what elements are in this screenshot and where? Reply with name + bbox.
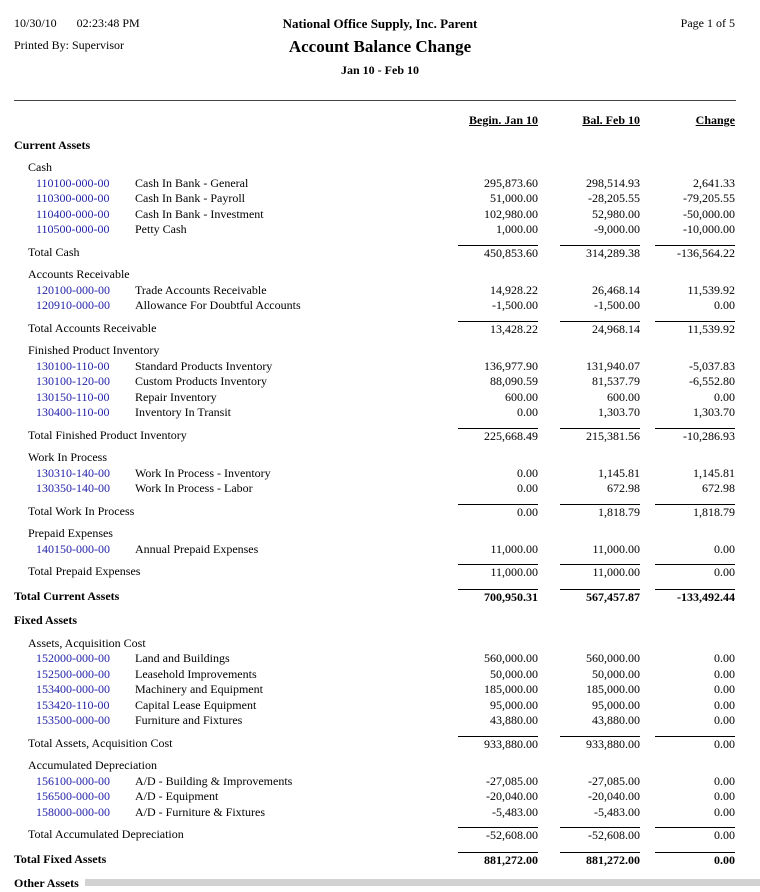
group-total-label: Total Prepaid Expenses	[28, 564, 141, 578]
account-description: Custom Products Inventory	[135, 374, 267, 388]
description-column-spacer	[14, 113, 438, 129]
amount-c1: 11,000.00	[458, 564, 538, 580]
group-header	[14, 343, 735, 359]
account-row	[14, 176, 735, 192]
account-number-link[interactable]: 153400-000-00	[36, 682, 110, 696]
amount-c2: 215,381.56	[560, 428, 640, 444]
account-description: A/D - Furniture & Fixtures	[135, 804, 265, 819]
group-title: Prepaid Expenses	[28, 526, 113, 540]
amount-c1: -27,085.00	[486, 773, 538, 788]
account-number-link[interactable]: 130100-110-00	[36, 358, 110, 373]
account-number-link[interactable]: 156500-000-00	[36, 789, 110, 803]
section-title: Other Assets	[14, 876, 79, 890]
group-total-label: Total Work In Process	[28, 503, 135, 518]
amount-c2: -5,483.00	[594, 804, 640, 819]
account-row	[14, 651, 735, 667]
amount-c1: -20,040.00	[486, 789, 538, 803]
amount-c1: 11,000.00	[490, 541, 538, 556]
group-header	[14, 758, 735, 774]
report-table	[14, 113, 735, 892]
account-number-link[interactable]: 120100-000-00	[36, 282, 110, 297]
group-header	[14, 160, 735, 176]
account-description: Leasehold Improvements	[135, 666, 257, 681]
amount-c2: 1,303.70	[598, 405, 640, 419]
account-desc-cell	[14, 283, 438, 299]
section-header	[14, 613, 735, 629]
amount-c1: 1,000.00	[496, 222, 538, 236]
account-row	[14, 405, 735, 421]
account-desc-cell	[14, 359, 438, 375]
amount-c3: -79,205.55	[683, 191, 735, 205]
amount-c1: 700,950.31	[458, 589, 538, 605]
account-description: Petty Cash	[135, 222, 187, 236]
account-number-link[interactable]: 130350-140-00	[36, 481, 110, 495]
account-number-link[interactable]: 130310-140-00	[36, 465, 110, 480]
amount-c2: 81,537.79	[592, 374, 640, 388]
group-title: Cash	[28, 160, 52, 174]
amount-c1: 225,668.49	[458, 428, 538, 444]
account-number-link[interactable]: 152500-000-00	[36, 666, 110, 681]
account-row	[14, 682, 735, 698]
amount-c3: 0.00	[714, 682, 735, 696]
amount-c1: 43,880.00	[490, 713, 538, 727]
amount-c2: 11,000.00	[560, 564, 640, 580]
amount-c2: 185,000.00	[586, 682, 640, 696]
account-number-link[interactable]: 130100-120-00	[36, 374, 110, 388]
account-number-link[interactable]: 152000-000-00	[36, 651, 110, 665]
amount-c3: 11,539.92	[687, 282, 735, 297]
amount-c1: -5,483.00	[492, 804, 538, 819]
column-header-row	[14, 113, 735, 129]
amount-c3: -133,492.44	[655, 589, 735, 605]
account-number-link[interactable]: 110500-000-00	[36, 222, 110, 236]
account-row	[14, 466, 735, 482]
amount-c3: 0.00	[714, 697, 735, 712]
account-number-link[interactable]: 110300-000-00	[36, 191, 110, 205]
amount-c1: 50,000.00	[490, 666, 538, 681]
group-title: Assets, Acquisition Cost	[28, 635, 146, 650]
group-header	[14, 636, 735, 652]
amount-c2: 1,145.81	[598, 465, 640, 480]
amount-c1: 95,000.00	[490, 697, 538, 712]
column-header-change: Change	[695, 113, 735, 127]
amount-c1: 295,873.60	[484, 175, 538, 190]
account-description: Land and Buildings	[135, 651, 230, 665]
group-total-row	[14, 736, 735, 752]
amount-c3: 0.00	[655, 827, 735, 843]
account-row	[14, 374, 735, 390]
account-number-link[interactable]: 110400-000-00	[36, 206, 110, 221]
account-desc-cell	[14, 222, 438, 238]
account-description: Cash In Bank - Payroll	[135, 191, 245, 205]
amount-c1: 0.00	[517, 481, 538, 495]
printed-by: Printed By: Supervisor	[14, 38, 124, 52]
page-number: Page 1 of 5	[680, 16, 735, 30]
account-row	[14, 713, 735, 729]
amount-c3: -6,552.80	[689, 374, 735, 388]
amount-c2: 11,000.00	[592, 541, 640, 556]
amount-c3: 0.00	[714, 651, 735, 665]
account-desc-cell	[14, 298, 438, 314]
account-desc-cell	[14, 191, 438, 207]
report-body	[14, 138, 735, 892]
column-header-bal: Bal. Feb 10	[582, 113, 640, 127]
amount-c1: 13,428.22	[458, 321, 538, 337]
print-info	[14, 16, 140, 53]
account-desc-cell	[14, 682, 438, 698]
amount-c3: -10,286.93	[655, 428, 735, 444]
account-desc-cell	[14, 542, 438, 558]
account-number-link[interactable]: 130150-110-00	[36, 389, 110, 404]
account-number-link[interactable]: 110100-000-00	[36, 175, 110, 190]
account-desc-cell	[14, 805, 438, 821]
report-period: Jan 10 - Feb 10	[341, 63, 419, 77]
group-total-label: Total Finished Product Inventory	[28, 427, 187, 442]
amount-c2: 672.98	[607, 481, 640, 495]
amount-c3: 1,303.70	[693, 405, 735, 419]
amount-c2: -9,000.00	[594, 222, 640, 236]
amount-c2: 50,000.00	[592, 666, 640, 681]
amount-c1: 881,272.00	[458, 852, 538, 868]
account-description: Work In Process - Inventory	[135, 465, 271, 480]
amount-c3: 0.00	[714, 298, 735, 312]
amount-c1: 136,977.90	[484, 358, 538, 373]
account-number-link[interactable]: 140150-000-00	[36, 541, 110, 556]
account-row	[14, 805, 735, 821]
amount-c2: 52,980.00	[592, 206, 640, 221]
account-row	[14, 359, 735, 375]
print-date: 10/30/10	[14, 16, 57, 30]
section-title: Current Assets	[14, 137, 91, 152]
amount-c3: 2,641.33	[693, 175, 735, 190]
account-description: Repair Inventory	[135, 389, 217, 404]
account-number-link[interactable]: 153500-000-00	[36, 713, 110, 727]
account-desc-cell	[14, 651, 438, 667]
account-desc-cell	[14, 466, 438, 482]
account-desc-cell	[14, 774, 438, 790]
account-row	[14, 698, 735, 714]
account-description: Standard Products Inventory	[135, 358, 273, 373]
account-number-link[interactable]: 130400-110-00	[36, 405, 110, 419]
amount-c2: 131,940.07	[586, 358, 640, 373]
amount-c2: 26,468.14	[592, 282, 640, 297]
section-header	[14, 138, 735, 154]
section-total-row	[14, 589, 735, 605]
group-total-row	[14, 504, 735, 520]
group-total-row	[14, 245, 735, 261]
account-row	[14, 774, 735, 790]
account-description: A/D - Equipment	[135, 789, 219, 803]
amount-c2: 298,514.93	[586, 175, 640, 190]
account-number-link[interactable]: 120910-000-00	[36, 298, 110, 312]
group-total-label: Total Accumulated Depreciation	[28, 827, 184, 841]
amount-c1: 560,000.00	[484, 651, 538, 665]
amount-c2: -20,040.00	[588, 789, 640, 803]
account-description: Cash In Bank - General	[135, 175, 249, 190]
amount-c2: 567,457.87	[560, 589, 640, 605]
amount-c3: -5,037.83	[689, 358, 735, 373]
account-description: Cash In Bank - Investment	[135, 206, 264, 221]
amount-c1: 88,090.59	[490, 374, 538, 388]
amount-c3: 0.00	[714, 804, 735, 819]
account-row	[14, 298, 735, 314]
amount-c3: 1,818.79	[655, 504, 735, 520]
report-header	[0, 0, 760, 96]
amount-c2: 600.00	[607, 389, 640, 404]
account-row	[14, 390, 735, 406]
amount-c2: 933,880.00	[560, 736, 640, 752]
amount-c2: 1,818.79	[560, 504, 640, 520]
amount-c1: 933,880.00	[458, 736, 538, 752]
amount-c3: -136,564.22	[655, 245, 735, 261]
group-total-label: Total Accounts Receivable	[28, 320, 157, 335]
amount-c2: -1,500.00	[594, 298, 640, 312]
amount-c2: 881,272.00	[560, 852, 640, 868]
amount-c1: 185,000.00	[484, 682, 538, 696]
account-description: Machinery and Equipment	[135, 682, 263, 696]
column-header-begin: Begin. Jan 10	[468, 113, 538, 127]
account-description: Annual Prepaid Expenses	[135, 541, 259, 556]
header-divider	[14, 100, 736, 101]
account-description: Capital Lease Equipment	[135, 697, 257, 712]
group-title: Accumulated Depreciation	[28, 758, 157, 772]
amount-c3: 0.00	[714, 666, 735, 681]
amount-c1: 600.00	[505, 389, 538, 404]
account-desc-cell	[14, 207, 438, 223]
section-total-row	[14, 852, 735, 868]
amount-c1: 51,000.00	[490, 191, 538, 205]
amount-c1: 0.00	[458, 504, 538, 520]
account-description: A/D - Building & Improvements	[135, 773, 293, 788]
group-title: Finished Product Inventory	[28, 343, 160, 357]
amount-c2: 95,000.00	[592, 697, 640, 712]
account-description: Allowance For Doubtful Accounts	[135, 298, 301, 312]
account-row	[14, 222, 735, 238]
amount-c3: 0.00	[714, 713, 735, 727]
section-total-label: Total Fixed Assets	[14, 851, 107, 866]
report-title: Account Balance Change	[288, 37, 472, 56]
group-total-row	[14, 564, 735, 580]
amount-c2: -52,608.00	[560, 827, 640, 843]
amount-c2: 43,880.00	[592, 713, 640, 727]
amount-c1: 450,853.60	[458, 245, 538, 261]
account-desc-cell	[14, 698, 438, 714]
amount-c2: -28,205.55	[588, 191, 640, 205]
account-desc-cell	[14, 176, 438, 192]
account-description: Trade Accounts Receivable	[135, 282, 267, 297]
amount-c1: 0.00	[517, 405, 538, 419]
group-total-label: Total Cash	[28, 244, 80, 259]
group-total-row	[14, 827, 735, 843]
group-header	[14, 526, 735, 542]
amount-c2: -27,085.00	[588, 773, 640, 788]
account-desc-cell	[14, 789, 438, 805]
print-time: 02:23:48 PM	[76, 16, 140, 30]
amount-c3: 0.00	[655, 564, 735, 580]
account-description: Inventory In Transit	[135, 405, 231, 419]
amount-c1: 0.00	[517, 465, 538, 480]
account-row	[14, 542, 735, 558]
group-title: Accounts Receivable	[28, 267, 130, 281]
account-desc-cell	[14, 667, 438, 683]
group-header	[14, 450, 735, 466]
amount-c2: 24,968.14	[560, 321, 640, 337]
amount-c3: 0.00	[714, 773, 735, 788]
group-total-label: Total Assets, Acquisition Cost	[28, 735, 173, 750]
section-title: Fixed Assets	[14, 613, 77, 627]
account-row	[14, 667, 735, 683]
group-total-row	[14, 428, 735, 444]
amount-c3: -10,000.00	[683, 222, 735, 236]
account-row	[14, 207, 735, 223]
amount-c3: 0.00	[714, 541, 735, 556]
group-total-row	[14, 321, 735, 337]
section-total-label: Total Current Assets	[14, 588, 120, 603]
group-title: Work In Process	[28, 450, 108, 464]
amount-c3: 11,539.92	[655, 321, 735, 337]
amount-c3: 0.00	[714, 789, 735, 803]
amount-c2: 314,289.38	[560, 245, 640, 261]
account-desc-cell	[14, 374, 438, 390]
amount-c3: -50,000.00	[683, 206, 735, 221]
amount-c1: 102,980.00	[484, 206, 538, 221]
amount-c3: 0.00	[655, 852, 735, 868]
amount-c1: -52,608.00	[458, 827, 538, 843]
account-row	[14, 283, 735, 299]
amount-c1: 14,928.22	[490, 282, 538, 297]
account-description: Furniture and Fixtures	[135, 713, 243, 727]
group-header	[14, 267, 735, 283]
account-number-link[interactable]: 156100-000-00	[36, 773, 110, 788]
amount-c1: -1,500.00	[492, 298, 538, 312]
horizontal-scrollbar[interactable]	[85, 879, 760, 886]
account-desc-cell	[14, 481, 438, 497]
amount-c2: 560,000.00	[586, 651, 640, 665]
company-name: National Office Supply, Inc. Parent	[282, 16, 478, 31]
account-desc-cell	[14, 713, 438, 729]
account-row	[14, 191, 735, 207]
amount-c3: 0.00	[714, 389, 735, 404]
account-description: Work In Process - Labor	[135, 481, 253, 495]
account-row	[14, 481, 735, 497]
account-desc-cell	[14, 405, 438, 421]
account-number-link[interactable]: 158000-000-00	[36, 804, 110, 819]
account-row	[14, 789, 735, 805]
amount-c3: 0.00	[655, 736, 735, 752]
account-number-link[interactable]: 153420-110-00	[36, 697, 110, 712]
amount-c3: 1,145.81	[693, 465, 735, 480]
account-desc-cell	[14, 390, 438, 406]
amount-c3: 672.98	[702, 481, 735, 495]
